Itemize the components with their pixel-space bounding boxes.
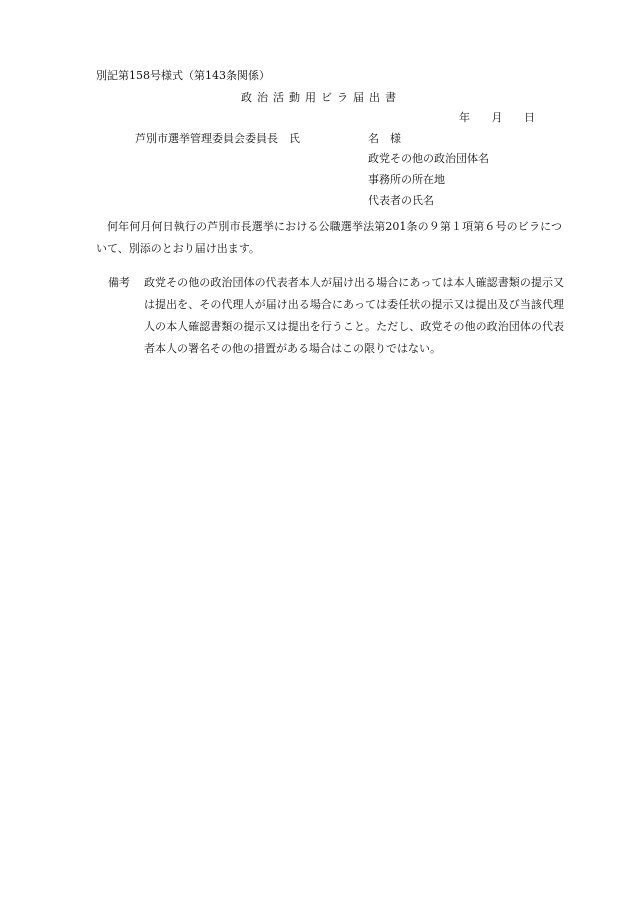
- document-title: 政治活動用ビラ届出書: [241, 91, 401, 104]
- sender-office-address: 事務所の所在地: [368, 173, 445, 186]
- date-line: 年 月 日: [459, 111, 535, 124]
- sender-org-name: 政党その他の政治団体名: [368, 152, 489, 165]
- sender-representative: 代表者の氏名: [368, 194, 434, 207]
- form-reference: 別記第158号様式（第143条関係）: [96, 69, 270, 82]
- addressee: 芦別市選挙管理委員会委員長 氏: [135, 132, 300, 145]
- remarks-label: 備考: [108, 276, 130, 289]
- remarks-text: 政党その他の政治団体の代表者本人が届け出る場合にあっては本人確認書類の提示又は提出を、その代理人が届け出る場合にあっては委任状の提示又は提出及び当該代理人の本人確認書類の提示又は提出を行うこと。ただし、政党その他の政治団体の代表者本人の署名その他の措置がある場合はこの限りではない。: [144, 276, 564, 355]
- body-paragraph: 何年何月何日執行の芦別市長選挙における公職選挙法第201条の９第１項第６号のビラについて、別添のとおり届け出ます。: [96, 220, 562, 255]
- sender-name: 名 様: [368, 132, 401, 145]
